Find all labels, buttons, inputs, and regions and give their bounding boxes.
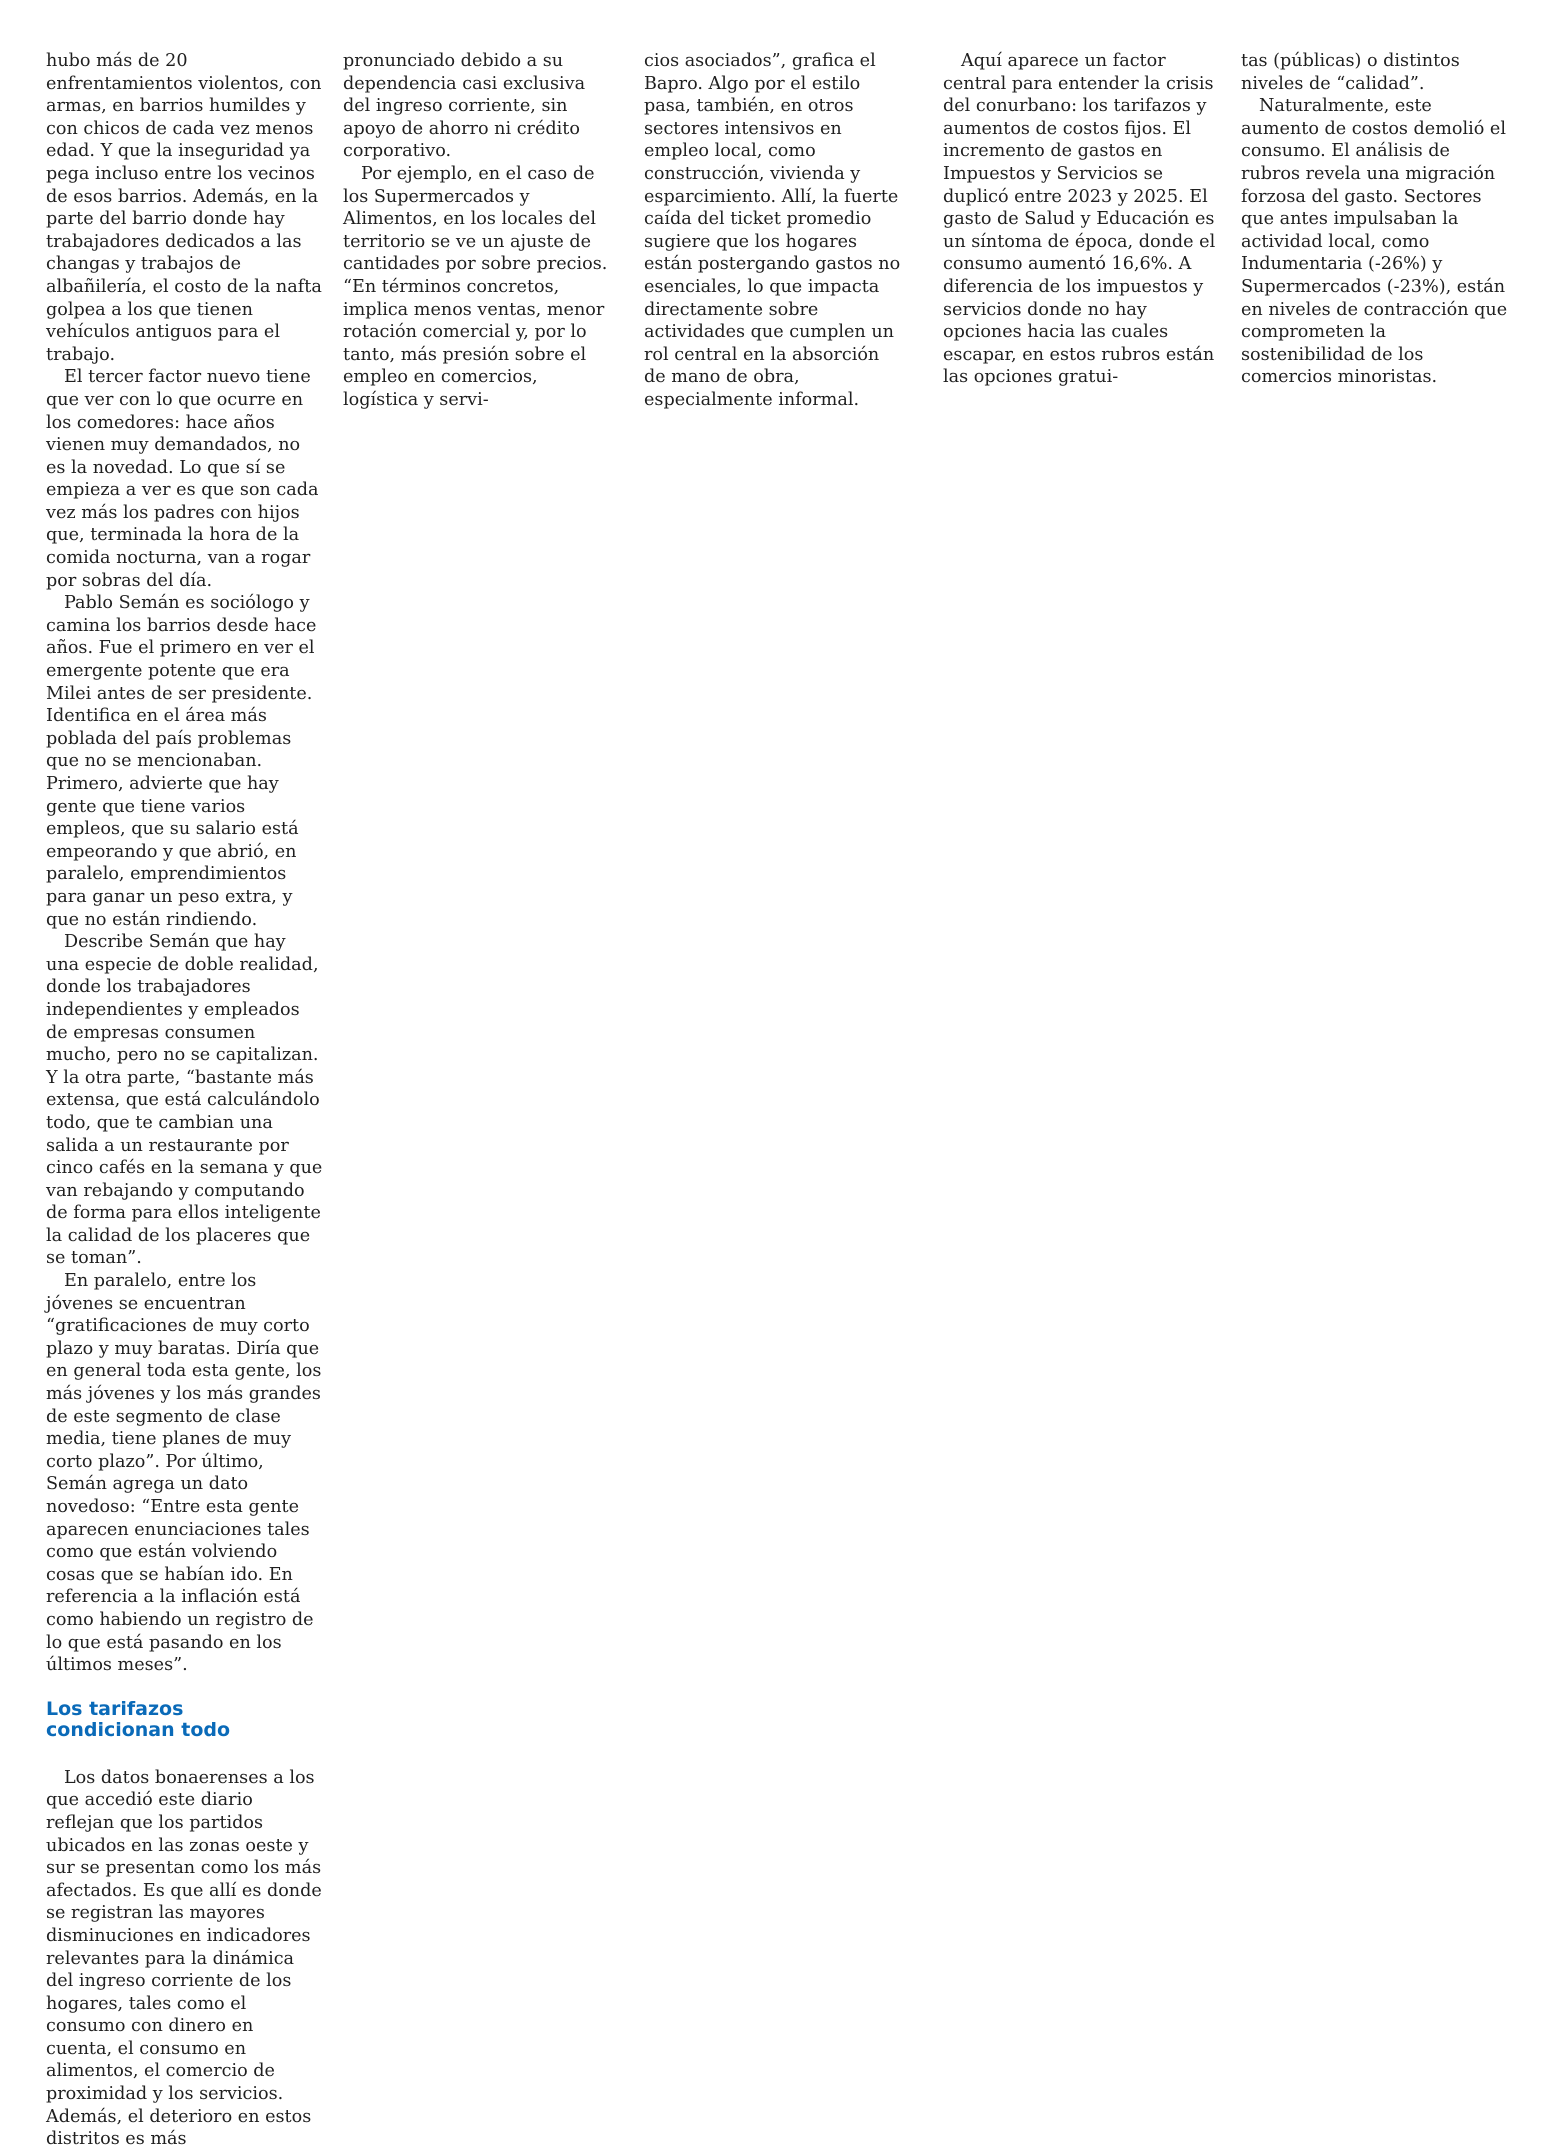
article-paragraph: pronunciado debido a su dependencia casi exclusiva del ingreso corriente, sin apoyo de ahorro ni crédito corporativo.: [343, 51, 586, 162]
article-paragraph: El tercer factor nuevo tiene que ver con lo que ocurre en los comedores: hace años vienen muy demandados, no es la novedad. Lo que sí se empieza a ver es que son cada vez más los padres con hijos que, terminada la hora de la comida nocturna, van a rogar por sobras del día.: [46, 367, 319, 591]
article-paragraph: Por ejemplo, en el caso de los Supermercados y Alimentos, en los locales del territorio se ve un ajuste de cantidades por sobre precios. “En términos concretos, implica menos ventas, menor rotación comercial y, por lo tanto, más presión sobre el empleo en comercios, logística y servi-: [343, 163, 608, 410]
article-paragraph: Describe Semán que hay una especie de doble realidad, donde los trabajadores independientes y empleados de empresas consumen mucho, pero no se capitalizan. Y la otra parte, “bastante más extensa, que está calculándolo todo, que te cambian una salida a un restaurante por cinco cafés en la semana y que van rebajando y computando de forma para ellos inteligente la calidad de los placeres que se toman”.: [46, 932, 323, 1269]
article-column-5: [1241, 50, 1513, 389]
article-paragraph: Pablo Semán es sociólogo y camina los barrios desde hace años. Fue el primero en ver el emergente potente que era Milei antes de ser presidente. Identifica en el área más poblada del país problemas que no se mencionaban. Primero, advierte que hay gente que tiene varios empleos, que su salario está empeorando y que abrió, en paralelo, emprendimientos para ganar un peso extra, y que no están rindiendo.: [46, 593, 317, 930]
article-column-4: [943, 50, 1216, 389]
article-paragraph: Aquí aparece un factor central para entender la crisis del conurbano: los tarifazos y aumentos de costos fijos. El incremento de gastos en Impuestos y Servicios se duplicó entre 2023 y 2025. El gasto de Salud y Educación es un síntoma de época, donde el consumo aumentó 16,6%. A diferencia de los impuestos y servicios donde no hay opciones hacia las cuales escapar, en estos rubros están las opciones gratui-: [943, 51, 1216, 388]
article-paragraph: Los datos bonaerenses a los que accedió este diario reflejan que los partidos ubicados en las zonas oeste y sur se presentan como los más afectados. Es que allí es donde se registran las mayores disminuciones en indicadores relevantes para la dinámica del ingreso corriente de los hogares, tales como el consumo con dinero en cuenta, el consumo en alimentos, el comercio de proximidad y los servicios. Además, el deterioro en estos distritos es más: [46, 1767, 322, 2150]
article-paragraph: cios asociados”, grafica el Bapro. Algo por el estilo pasa, también, en otros sectores intensivos en empleo local, como construcción, vivienda y esparcimiento. Allí, la fuerte caída del ticket promedio sugiere que los hogares están postergando gastos no esenciales, lo que impacta directamente sobre actividades que cumplen un rol central en la absorción de mano de obra, especialmente informal.: [644, 51, 901, 410]
article-paragraph: hubo más de 20 enfrentamientos violentos, con armas, en barrios humildes y con chicos de cada vez menos edad. Y que la inseguridad ya pega incluso entre los vecinos de esos barrios. Además, en la parte del barrio donde hay trabajadores dedicados a las changas y trabajos de albañilería, el costo de la nafta golpea a los que tienen vehículos antiguos para el trabajo.: [46, 51, 322, 365]
article-paragraph: En paralelo, entre los jóvenes se encuentran “gratificaciones de muy corto plazo y muy baratas. Diría que en general toda esta gente, los más jóvenes y los más grandes de este segmento de clase media, tiene planes de muy corto plazo”. Por último, Semán agrega un dato novedoso: “Entre esta gente aparecen enunciaciones tales como que están volviendo cosas que se habían ido. En referencia a la inflación está como habiendo un registro de lo que está pasando en los últimos meses”.: [46, 1271, 322, 1676]
article-paragraph: tas (públicas) o distintos niveles de “calidad”.: [1241, 51, 1460, 94]
article-paragraph: Naturalmente, este aumento de costos demolió el consumo. El análisis de rubros revela una migración forzosa del gasto. Sectores que antes impulsaban la actividad local, como Indumentaria (-26%) y Supermercados (-23%), están en niveles de contracción que comprometen la sostenibilidad de los comercios minoristas.: [1241, 96, 1508, 388]
section-subheading: Los tarifazos condicionan todo: [46, 1697, 231, 1741]
article-column-1: [46, 50, 324, 2151]
article-column-3: [644, 50, 904, 412]
article-column-2: [343, 50, 615, 412]
